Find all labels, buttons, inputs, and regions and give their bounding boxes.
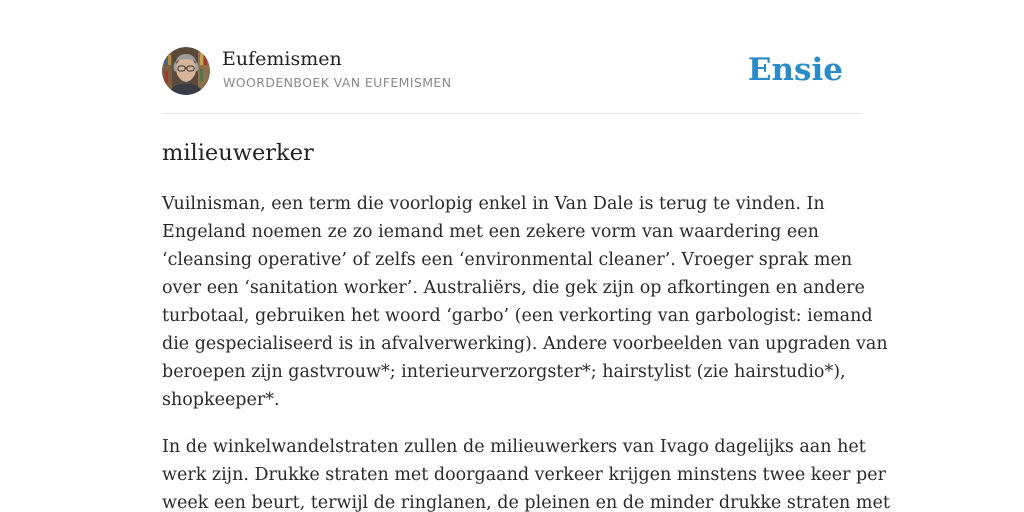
- paragraph-line: In de winkelwandelstraten zullen de milieuwerkers van Ivago dagelijks aan het: [162, 437, 866, 457]
- avatar-photo-icon: [162, 47, 210, 95]
- brand-logo[interactable]: Ensie: [747, 52, 843, 88]
- paragraph-line: shopkeeper*.: [162, 390, 280, 410]
- entry-paragraph: [162, 433, 890, 512]
- author-avatar[interactable]: [162, 47, 210, 95]
- header-divider: [162, 113, 862, 114]
- entry-paragraph: [162, 190, 888, 414]
- entry-title: milieuwerker: [162, 140, 314, 166]
- author-subtitle[interactable]: WOORDENBOEK VAN EUFEMISMEN: [223, 75, 452, 90]
- entry-body: [162, 190, 890, 512]
- paragraph-line: die gespecialiseerd is in afvalverwerking). Andere voorbeelden van upgraden van: [162, 334, 888, 354]
- paragraph-line: ‘cleansing operative’ of zelfs een ‘environmental cleaner’. Vroeger sprak men: [162, 250, 853, 270]
- paragraph-line: turbotaal, gebruiken het woord ‘garbo’ (een verkorting van garbologist: iemand: [162, 306, 873, 326]
- header: [162, 47, 862, 95]
- paragraph-line: beroepen zijn gastvrouw*; interieurverzorgster*; hairstylist (zie hairstudio*),: [162, 362, 846, 382]
- paragraph-line: Engeland noemen ze zo iemand met een zekere vorm van waardering een: [162, 222, 819, 242]
- paragraph-line: Vuilnisman, een term die voorlopig enkel in Van Dale is terug te vinden. In: [162, 194, 825, 214]
- paragraph-line: over een ‘sanitation worker’. Australiërs, die gek zijn op afkortingen en andere: [162, 278, 865, 298]
- author-name[interactable]: Eufemismen: [222, 48, 342, 70]
- paragraph-line: werk zijn. Drukke straten met doorgaand verkeer krijgen minstens twee keer per: [162, 465, 886, 485]
- paragraph-line: week een beurt, terwijl de ringlanen, de pleinen en de minder drukke straten met: [162, 493, 890, 512]
